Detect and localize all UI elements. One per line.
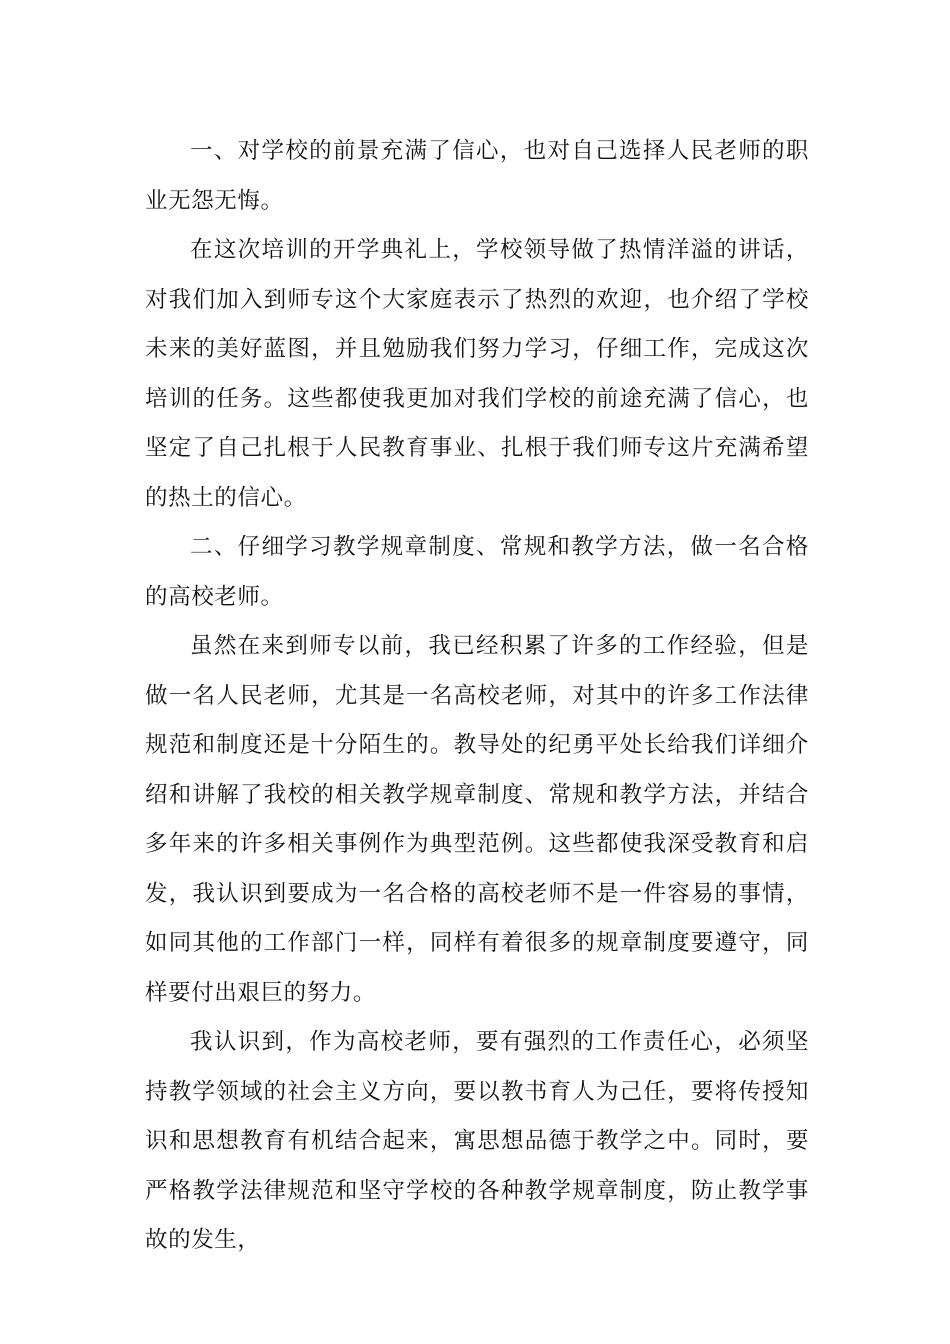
- paragraph-heading-2: 二、仔细学习教学规章制度、常规和教学方法，做一名合格的高校老师。: [145, 534, 809, 610]
- paragraph-opening-ceremony: 在这次培训的开学典礼上，学校领导做了热情洋溢的讲话，对我们加入到师专这个大家庭表示了热烈的欢迎，也介绍了学校未来的美好蓝图，并且勉励我们努力学习，仔细工作，完成这次培训的任务。这些都使我更加对我们学校的前途充满了信心，也坚定了自己扎根于人民教育事业、扎根于我们师专这片充满希望的热土的信心。: [145, 237, 809, 511]
- paragraph-responsibility: 我认识到，作为高校老师，要有强烈的工作责任心，必须坚持教学领域的社会主义方向，要以教书育人为己任，要将传授知识和思想教育有机结合起来，寓思想品德于教学之中。同时，要严格教学法律规范和坚守学校的各种教学规章制度，防止教学事故的发生，: [145, 1029, 809, 1253]
- document-body: [145, 127, 809, 1266]
- paragraph-teaching-rules: 虽然在来到师专以前，我已经积累了许多的工作经验，但是做一名人民老师，尤其是一名高校老师，对其中的许多工作法律规范和制度还是十分陌生的。教导处的纪勇平处长给我们详细介绍和讲解了我校的相关教学规章制度、常规和教学方法，并结合多年来的许多相关事例作为典型范例。这些都使我深受教育和启发，我认识到要成为一名合格的高校老师不是一件容易的事情，如同其他的工作部门一样，同样有着很多的规章制度要遵守，同样要付出艰巨的努力。: [145, 633, 809, 1006]
- paragraph-heading-1: 一、对学校的前景充满了信心，也对自己选择人民老师的职业无怨无悔。: [145, 138, 809, 214]
